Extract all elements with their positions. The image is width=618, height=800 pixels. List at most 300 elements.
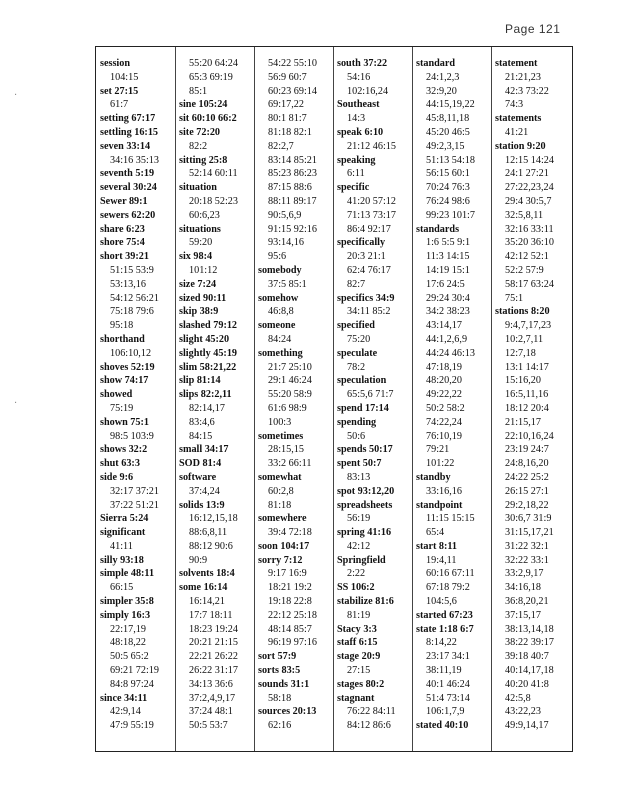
index-reference: 49:9,14,17	[505, 720, 549, 732]
index-term: somebody	[258, 264, 302, 276]
index-reference: 34:16,18	[505, 582, 541, 594]
index-term: specifically	[337, 237, 386, 249]
index-reference: 11:15 15:15	[426, 513, 475, 525]
index-reference: 82:7	[347, 278, 366, 290]
index-reference: 106:1,7,9	[426, 706, 465, 718]
index-reference: 90:5,6,9	[268, 209, 302, 221]
index-term: sorry 7:12	[258, 554, 303, 566]
index-term: showed	[100, 389, 133, 401]
index-term: small 34:17	[179, 444, 229, 456]
index-term: seven 33:14	[100, 140, 151, 152]
index-term: stations 8:20	[495, 306, 550, 318]
index-reference: 36:8,20,21	[505, 596, 549, 608]
index-reference: 12:7,18	[505, 347, 536, 359]
index-reference: 37:22 51:21	[110, 499, 159, 511]
index-reference: 90:9	[189, 554, 208, 566]
index-term: since 34:11	[100, 692, 148, 704]
index-term: simple 48:11	[100, 568, 155, 580]
index-term: stage 20:9	[337, 651, 381, 663]
index-reference: 88:6,8,11	[189, 527, 228, 539]
index-term: Southeast	[337, 99, 380, 111]
index-reference: 16:5,11,16	[505, 389, 549, 401]
index-reference: 74:22,24	[426, 416, 462, 428]
index-reference: 95:6	[268, 251, 287, 263]
index-term: slashed 79:12	[179, 320, 238, 332]
index-term: several 30:24	[100, 182, 157, 194]
index-reference: 37:15,17	[505, 609, 541, 621]
index-reference: 78:2	[347, 361, 366, 373]
index-reference: 41:11	[110, 540, 133, 552]
index-reference: 22:17,19	[110, 623, 146, 635]
index-reference: 31:15,17,21	[505, 527, 554, 539]
index-reference: 100:3	[268, 416, 292, 428]
index-term: skip 38:9	[179, 306, 219, 318]
index-reference: 26:22 31:17	[189, 665, 238, 677]
index-reference: 40:20 41:8	[505, 678, 549, 690]
index-term: SS 106:2	[337, 582, 375, 594]
index-reference: 86:4 92:17	[347, 223, 391, 235]
index-reference: 88:11 89:17	[268, 195, 317, 207]
index-reference: 27:22,23,24	[505, 182, 554, 194]
index-term: side 9:6	[100, 471, 134, 483]
index-reference: 10:2,7,11	[505, 333, 544, 345]
index-reference: 84:8 97:24	[110, 678, 154, 690]
index-reference: 21:15,17	[505, 416, 541, 428]
index-term: simpler 35:8	[100, 596, 154, 608]
index-reference: 65:4	[426, 527, 445, 539]
index-reference: 44:15,19,22	[426, 99, 475, 111]
index-reference: 23:19 24:7	[505, 444, 549, 456]
index-reference: 22:12 25:18	[268, 609, 317, 621]
index-reference: 85:1	[189, 85, 208, 97]
index-reference: 30:6,7 31:9	[505, 513, 552, 525]
index-term: settling 16:15	[100, 126, 159, 138]
index-term: speaking	[337, 154, 376, 166]
index-reference: 9:17 16:9	[268, 568, 307, 580]
index-term: south 37:22	[337, 58, 388, 69]
index-reference: 17:6 24:5	[426, 278, 465, 290]
index-reference: 34:13 36:6	[189, 678, 233, 690]
index-term: situations	[179, 223, 221, 235]
index-reference: 60:16 67:11	[426, 568, 475, 580]
index-reference: 14:3	[347, 113, 366, 125]
index-reference: 16:14,21	[189, 596, 225, 608]
index-reference: 18:21 19:2	[268, 582, 312, 594]
index-reference: 45:8,11,18	[426, 113, 470, 125]
index-term: spend 17:14	[337, 402, 389, 414]
index-reference: 76:22 84:11	[347, 706, 396, 718]
index-reference: 2:22	[347, 568, 366, 580]
index-reference: 62:16	[268, 720, 292, 732]
index-column	[495, 57, 573, 745]
index-reference: 60:2,8	[268, 485, 294, 497]
index-term: statement	[495, 58, 538, 69]
index-term: solids 13:9	[179, 499, 225, 511]
index-reference: 58:18	[268, 692, 292, 704]
index-reference: 84:24	[268, 333, 292, 345]
index-term: slight 45:20	[179, 333, 230, 345]
index-reference: 65:3 69:19	[189, 71, 233, 83]
index-reference: 33:16,16	[426, 485, 462, 497]
index-reference: 83:13	[347, 471, 371, 483]
index-reference: 32:9,20	[426, 85, 457, 97]
index-term: short 39:21	[100, 251, 149, 263]
index-term: spring 41:16	[337, 527, 392, 539]
index-reference: 61:6 98:9	[268, 402, 307, 414]
index-column	[337, 57, 415, 745]
index-term: shows 32:2	[100, 444, 148, 456]
index-reference: 82:2,7	[268, 140, 294, 152]
index-reference: 20:3 21:1	[347, 251, 386, 263]
index-term: statements	[495, 113, 542, 125]
index-term: session	[100, 58, 131, 69]
index-term: shorthand	[100, 333, 145, 345]
index-reference: 34:11 85:2	[347, 306, 391, 318]
index-reference: 17:7 18:11	[189, 609, 233, 621]
index-reference: 29:1 46:24	[268, 375, 312, 387]
index-reference: 32:22 33:1	[505, 554, 549, 566]
index-reference: 49:2,3,15	[426, 140, 465, 152]
index-reference: 85:23 86:23	[268, 168, 317, 180]
index-term: standard	[416, 58, 456, 69]
index-reference: 48:20,20	[426, 375, 462, 387]
index-reference: 54:12 56:21	[110, 292, 159, 304]
index-reference: 24:8,16,20	[505, 458, 549, 470]
index-reference: 60:23 69:14	[268, 85, 317, 97]
index-reference: 76:24 98:6	[426, 195, 470, 207]
index-term: shown 75:1	[100, 416, 149, 428]
index-reference: 101:22	[426, 458, 455, 470]
index-reference: 41:20 57:12	[347, 195, 396, 207]
index-reference: 93:14,16	[268, 237, 304, 249]
index-term: silly 93:18	[100, 554, 144, 566]
index-reference: 56:9 60:7	[268, 71, 307, 83]
index-reference: 24:1,2,3	[426, 71, 460, 83]
index-term: speculate	[337, 347, 378, 359]
index-reference: 19:4,11	[426, 554, 457, 566]
index-reference: 48:14 85:7	[268, 623, 312, 635]
index-reference: 38:11,19	[426, 665, 462, 677]
index-reference: 39:18 40:7	[505, 651, 549, 663]
index-term: spending	[337, 416, 377, 428]
index-reference: 21:7 25:10	[268, 361, 312, 373]
index-reference: 102:16,24	[347, 85, 389, 97]
index-reference: 45:20 46:5	[426, 126, 470, 138]
index-term: stagnant	[337, 692, 375, 704]
index-reference: 75:20	[347, 333, 371, 345]
index-reference: 16:12,15,18	[189, 513, 238, 525]
index-term: standpoint	[416, 499, 463, 511]
index-term: simply 16:3	[100, 609, 151, 621]
index-term: SOD 81:4	[179, 458, 222, 470]
margin-hole-mark: ·	[14, 398, 18, 409]
index-reference: 42:5,8	[505, 692, 531, 704]
index-reference: 21:12 46:15	[347, 140, 396, 152]
index-reference: 40:14,17,18	[505, 665, 554, 677]
index-reference: 82:2	[189, 140, 208, 152]
index-term: show 74:17	[100, 375, 149, 387]
index-reference: 46:8,8	[268, 306, 294, 318]
index-reference: 32:17 37:21	[110, 485, 159, 497]
index-term: speak 6:10	[337, 126, 384, 138]
index-reference: 26:15 27:1	[505, 485, 549, 497]
index-reference: 69:17,22	[268, 99, 304, 111]
index-term: sources 20:13	[258, 706, 317, 718]
index-term: soon 104:17	[258, 540, 310, 552]
index-reference: 83:4,6	[189, 416, 215, 428]
index-term: spot 93:12,20	[337, 485, 395, 497]
index-reference: 60:6,23	[189, 209, 220, 221]
index-term: Springfield	[337, 554, 386, 566]
index-term: standards	[416, 223, 460, 235]
index-reference: 22:10,16,24	[505, 430, 554, 442]
index-frame	[95, 46, 573, 752]
index-reference: 15:16,20	[505, 375, 541, 387]
index-term: specified	[337, 320, 375, 332]
index-reference: 35:20 36:10	[505, 237, 554, 249]
index-term: sewers 62:20	[100, 209, 156, 221]
index-term: somewhat	[258, 471, 302, 483]
index-column	[416, 57, 494, 745]
index-term: slips 82:2,11	[179, 389, 232, 401]
index-term: spent 50:7	[337, 458, 382, 470]
index-term: sort 57:9	[258, 651, 297, 663]
index-reference: 91:15 92:16	[268, 223, 317, 235]
index-reference: 79:21	[426, 444, 450, 456]
index-column	[258, 57, 336, 745]
index-reference: 44:24 46:13	[426, 347, 475, 359]
index-reference: 1:6 5:5 9:1	[426, 237, 471, 249]
index-reference: 76:10,19	[426, 430, 462, 442]
index-term: situation	[179, 182, 217, 194]
index-reference: 34:2 38:23	[426, 306, 470, 318]
index-reference: 51:4 73:14	[426, 692, 470, 704]
index-term: sounds 31:1	[258, 678, 310, 690]
index-reference: 53:13,16	[110, 278, 146, 290]
index-reference: 58:17 63:24	[505, 278, 554, 290]
index-reference: 20:18 52:23	[189, 195, 238, 207]
index-reference: 52:14 60:11	[189, 168, 238, 180]
index-reference: 50:2 58:2	[426, 402, 465, 414]
index-reference: 37:4,24	[189, 485, 220, 497]
index-reference: 83:14 85:21	[268, 154, 317, 166]
index-reference: 42:12 52:1	[505, 251, 549, 263]
index-reference: 32:5,8,11	[505, 209, 544, 221]
index-term: six 98:4	[179, 251, 213, 263]
index-term: stabilize 81:6	[337, 596, 394, 608]
index-reference: 19:18 22:8	[268, 596, 312, 608]
index-reference: 67:18 79:2	[426, 582, 470, 594]
index-reference: 28:15,15	[268, 444, 304, 456]
index-reference: 44:1,2,6,9	[426, 333, 468, 345]
index-reference: 75:18 79:6	[110, 306, 154, 318]
index-term: stated 40:10	[416, 720, 469, 732]
index-reference: 41:21	[505, 126, 529, 138]
index-reference: 43:14,17	[426, 320, 462, 332]
index-reference: 48:18,22	[110, 637, 146, 649]
index-reference: 23:17 34:1	[426, 651, 470, 663]
index-term: started 67:23	[416, 609, 473, 621]
index-reference: 95:18	[110, 320, 134, 332]
index-term: stages 80:2	[337, 678, 385, 690]
index-reference: 11:3 14:15	[426, 251, 470, 263]
index-reference: 37:5 85:1	[268, 278, 307, 290]
index-reference: 84:12 86:6	[347, 720, 391, 732]
index-reference: 38:22 39:17	[505, 637, 554, 649]
index-reference: 70:24 76:3	[426, 182, 470, 194]
index-reference: 39:4 72:18	[268, 527, 312, 539]
index-reference: 38:13,14,18	[505, 623, 554, 635]
index-reference: 49:22,22	[426, 389, 462, 401]
index-reference: 71:13 73:17	[347, 209, 396, 221]
index-reference: 74:3	[505, 99, 524, 111]
index-reference: 65:5,6 71:7	[347, 389, 394, 401]
index-term: spreadsheets	[337, 499, 393, 511]
index-term: Sierra 5:24	[100, 513, 149, 525]
index-reference: 20:21 21:15	[189, 637, 238, 649]
index-reference: 12:15 14:24	[505, 154, 554, 166]
index-term: something	[258, 347, 303, 359]
index-term: share 6:23	[100, 223, 145, 235]
index-reference: 22:21 26:22	[189, 651, 238, 663]
index-term: somewhere	[258, 513, 307, 525]
index-reference: 81:19	[347, 609, 371, 621]
index-reference: 6:11	[347, 168, 365, 180]
index-reference: 106:10,12	[110, 347, 152, 359]
index-reference: 98:5 103:9	[110, 430, 154, 442]
index-term: state 1:18 6:7	[416, 623, 474, 635]
index-reference: 54:22 55:10	[268, 58, 317, 69]
index-reference: 34:16 35:13	[110, 154, 159, 166]
index-term: sit 60:10 66:2	[179, 113, 237, 125]
index-reference: 51:15 53:9	[110, 264, 154, 276]
index-reference: 61:7	[110, 99, 129, 111]
index-reference: 40:1 46:24	[426, 678, 470, 690]
index-reference: 50:5 53:7	[189, 720, 228, 732]
index-reference: 88:12 90:6	[189, 540, 233, 552]
index-term: sometimes	[258, 430, 304, 442]
index-column	[179, 57, 257, 745]
index-term: site 72:20	[179, 126, 221, 138]
index-reference: 69:21 72:19	[110, 665, 159, 677]
index-reference: 99:23 101:7	[426, 209, 475, 221]
index-reference: 104:5,6	[426, 596, 457, 608]
index-term: standby	[416, 471, 451, 483]
index-term: specific	[337, 182, 370, 194]
index-reference: 75:1	[505, 292, 524, 304]
index-reference: 24:1 27:21	[505, 168, 549, 180]
index-reference: 8:14,22	[426, 637, 457, 649]
index-reference: 13:1 14:17	[505, 361, 549, 373]
index-reference: 104:15	[110, 71, 139, 83]
index-term: Stacy 3:3	[337, 623, 377, 635]
index-reference: 66:15	[110, 582, 134, 594]
index-term: sine 105:24	[179, 99, 228, 111]
index-reference: 37:24 48:1	[189, 706, 233, 718]
index-reference: 87:15 88:6	[268, 182, 312, 194]
index-term: seventh 5:19	[100, 168, 155, 180]
index-term: someone	[258, 320, 296, 332]
index-reference: 18:12 20:4	[505, 402, 549, 414]
index-reference: 50:5 65:2	[110, 651, 149, 663]
index-reference: 14:19 15:1	[426, 264, 470, 276]
index-column	[100, 57, 178, 745]
index-reference: 33:2 66:11	[268, 458, 312, 470]
index-reference: 42:3 73:22	[505, 85, 549, 97]
index-reference: 27:15	[347, 665, 371, 677]
index-reference: 75:19	[110, 402, 134, 414]
index-reference: 52:2 57:9	[505, 264, 544, 276]
index-term: slightly 45:19	[179, 347, 238, 359]
index-reference: 31:22 32:1	[505, 540, 549, 552]
index-term: size 7:24	[179, 278, 217, 290]
index-term: specifics 34:9	[337, 292, 395, 304]
index-reference: 29:2,18,22	[505, 499, 549, 511]
index-reference: 81:18 82:1	[268, 126, 312, 138]
index-term: start 8:11	[416, 540, 458, 552]
index-term: shut 63:3	[100, 458, 140, 470]
index-reference: 24:22 25:2	[505, 471, 549, 483]
index-reference: 59:20	[189, 237, 213, 249]
index-reference: 84:15	[189, 430, 213, 442]
index-reference: 80:1 81:7	[268, 113, 307, 125]
index-reference: 32:16 33:11	[505, 223, 554, 235]
index-reference: 21:21,23	[505, 71, 541, 83]
index-reference: 47:9 55:19	[110, 720, 154, 732]
index-term: spends 50:17	[337, 444, 393, 456]
index-term: station 9:20	[495, 140, 546, 152]
index-term: slim 58:21,22	[179, 361, 237, 373]
page-header: Page 121	[505, 22, 561, 36]
index-term: solvents 18:4	[179, 568, 235, 580]
index-term: setting 67:17	[100, 113, 156, 125]
index-reference: 55:20 58:9	[268, 389, 312, 401]
index-term: sized 90:11	[179, 292, 227, 304]
index-reference: 42:12	[347, 540, 371, 552]
index-term: somehow	[258, 292, 299, 304]
index-term: significant	[100, 527, 146, 539]
index-reference: 43:22,23	[505, 706, 541, 718]
index-reference: 101:12	[189, 264, 218, 276]
index-reference: 33:2,9,17	[505, 568, 544, 580]
index-reference: 81:18	[268, 499, 292, 511]
index-term: sorts 83:5	[258, 665, 301, 677]
index-reference: 51:13 54:18	[426, 154, 475, 166]
index-reference: 96:19 97:16	[268, 637, 317, 649]
index-term: speculation	[337, 375, 387, 387]
index-reference: 50:6	[347, 430, 366, 442]
index-term: shore 75:4	[100, 237, 145, 249]
index-term: shoves 52:19	[100, 361, 155, 373]
index-reference: 54:16	[347, 71, 371, 83]
index-reference: 62:4 76:17	[347, 264, 391, 276]
index-term: some 16:14	[179, 582, 228, 594]
index-reference: 37:2,4,9,17	[189, 692, 236, 704]
index-reference: 29:4 30:5,7	[505, 195, 552, 207]
index-reference: 9:4,7,17,23	[505, 320, 552, 332]
index-term: staff 6:15	[337, 637, 378, 649]
index-reference: 55:20 64:24	[189, 58, 238, 69]
index-reference: 18:23 19:24	[189, 623, 238, 635]
index-term: sitting 25:8	[179, 154, 228, 166]
index-reference: 56:15 60:1	[426, 168, 470, 180]
index-reference: 29:24 30:4	[426, 292, 470, 304]
index-reference: 56:19	[347, 513, 371, 525]
margin-hole-mark: ·	[14, 90, 18, 101]
index-term: software	[179, 471, 217, 483]
index-reference: 82:14,17	[189, 402, 225, 414]
index-term: set 27:15	[100, 85, 139, 97]
